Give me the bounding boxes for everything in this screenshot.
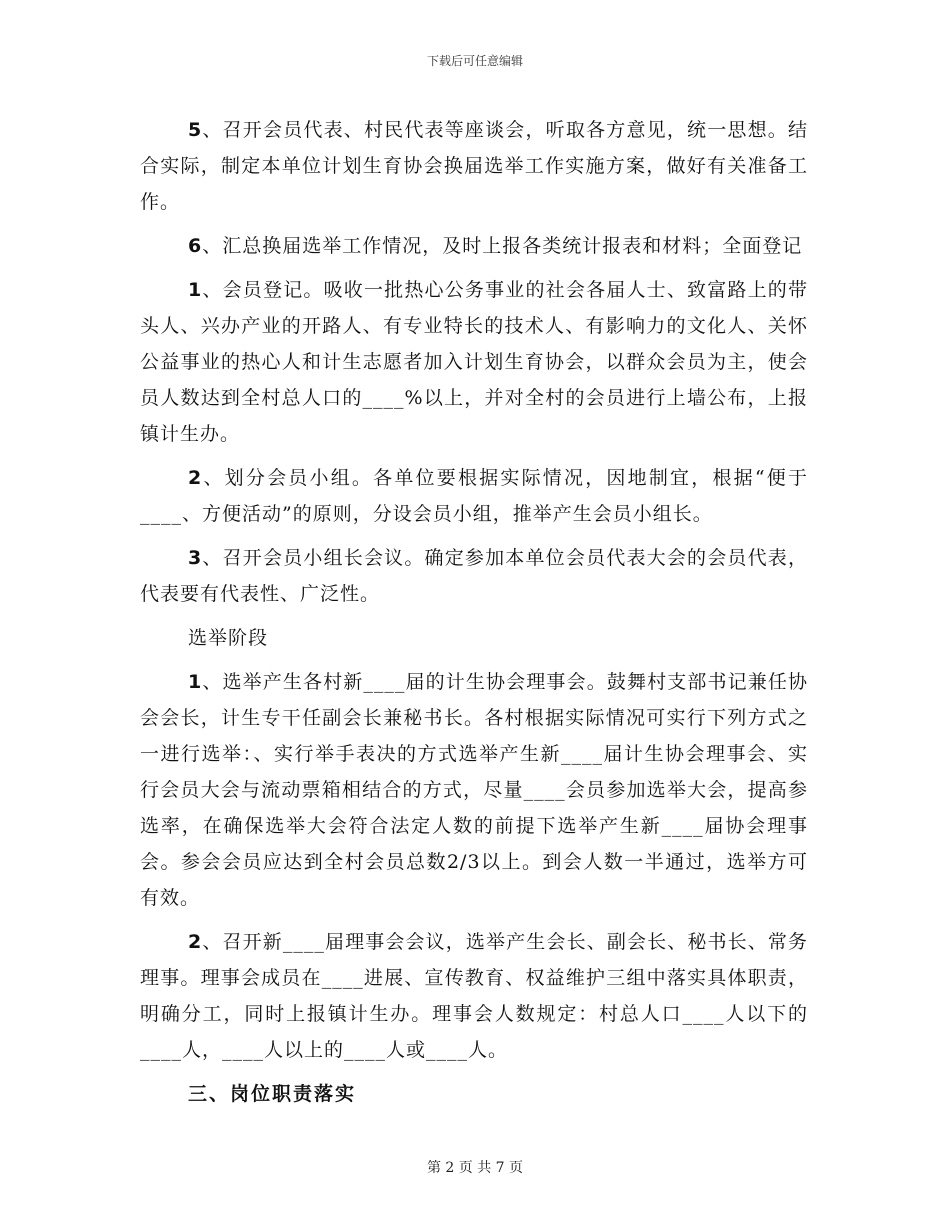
item-number: 5: [188, 119, 203, 141]
section-label-election-stage: 选举阶段: [188, 627, 269, 649]
paragraph-member-registration: [140, 272, 808, 452]
item-number: 2: [188, 467, 203, 489]
paragraph-text: 、召开会员代表、村民代表等座谈会，听取各方意见，统一思想。结合实际，制定本单位计划生育协会换届选举工作实施方案，做好有关准备工作。: [140, 119, 808, 213]
paragraph-group-leader-meeting: [140, 540, 808, 612]
paragraph-election-council: [140, 664, 808, 916]
item-number: 1: [188, 671, 203, 693]
paragraph-text: 、划分会员小组。各单位要根据实际情况，因地制宜，根据“便于____、方便活动”的原则，分设会员小组，推举产生会员小组长。: [140, 467, 808, 525]
page-footer: 第 2 页 共 7 页: [426, 1160, 524, 1176]
paragraph-text: 、选举产生各村新____届的计生协会理事会。鼓舞村支部书记兼任协会会长，计生专干任副会长兼秘书长。各村根据实际情况可实行下列方式之一进行选举：、实行举手表决的方式选举产生新____届计生协会理事会、实行会员大会与流动票箱相结合的方式，尽量____会员参加选举大会，提高参选率，在确保选举大会符合法定人数的前提下选举产生新____届协会理事会。参会会员应达到全村会员总数2/3以上。到会人数一半通过，选举方可有效。: [140, 671, 808, 909]
paragraph-text: 、召开新____届理事会会议，选举产生会长、副会长、秘书长、常务理事。理事会成员在____进展、宣传教育、权益维护三组中落实具体职责，明确分工，同时上报镇计生办。理事会人数规定：村总人口____人以下的____人，____人以上的____人或____人。: [140, 931, 808, 1061]
paragraph-text: 、召开会员小组长会议。确定参加本单位会员代表大会的会员代表，代表要有代表性、广泛性。: [140, 547, 808, 605]
paragraph-item-5: [140, 112, 808, 220]
item-number: 3: [188, 547, 203, 569]
paragraph-text: 、汇总换届选举工作情况，及时上报各类统计报表和材料；全面登记: [202, 235, 803, 257]
section-heading-duties: 三、岗位职责落实: [188, 1083, 357, 1105]
paragraph-item-6: [140, 228, 808, 264]
item-number: 1: [188, 279, 203, 301]
paragraph-text: 、会员登记。吸收一批热心公务事业的社会各届人士、致富路上的带头人、兴办产业的开路人、有专业特长的技术人、有影响力的文化人、关怀公益事业的热心人和计生志愿者加入计划生育协会，以群众会员为主，使会员人数达到全村总人口的____%以上，并对全村的会员进行上墙公布，上报镇计生办。: [140, 279, 808, 445]
document-body: [140, 112, 808, 1112]
page-header: 下载后可任意编辑: [426, 54, 523, 68]
item-number: 2: [188, 931, 203, 953]
item-number: 6: [188, 235, 203, 257]
paragraph-member-groups: [140, 460, 808, 532]
paragraph-council-meeting: [140, 924, 808, 1068]
